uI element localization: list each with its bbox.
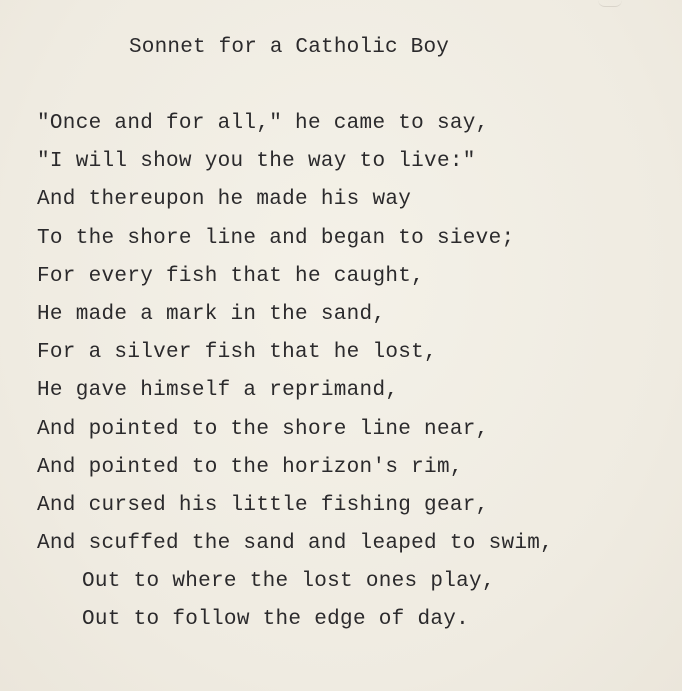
poem-line-indented: Out to where the lost ones play,: [82, 570, 495, 594]
paper-mark: [598, 0, 622, 7]
poem-line: He gave himself a reprimand,: [37, 379, 399, 403]
poem-line: And pointed to the shore line near,: [37, 417, 489, 441]
poem-line: For every fish that he caught,: [37, 264, 425, 288]
poem-line: For a silver fish that he lost,: [37, 341, 437, 365]
poem-line: He made a mark in the sand,: [37, 302, 386, 326]
poem-title: Sonnet for a Catholic Boy: [129, 36, 450, 59]
poem-line: And pointed to the horizon's rim,: [37, 455, 463, 479]
poem-line: "Once and for all," he came to say,: [37, 112, 489, 135]
poem-line: And thereupon he made his way: [37, 188, 412, 212]
poem-line-indented: Out to follow the edge of day.: [82, 608, 470, 632]
poem-line: And scuffed the sand and leaped to swim,: [37, 532, 554, 556]
poem-body: [37, 105, 553, 640]
poem-line: And cursed his little fishing gear,: [37, 493, 489, 517]
poem-line: "I will show you the way to live:": [37, 150, 476, 174]
poem-line: To the shore line and began to sieve;: [37, 226, 515, 250]
